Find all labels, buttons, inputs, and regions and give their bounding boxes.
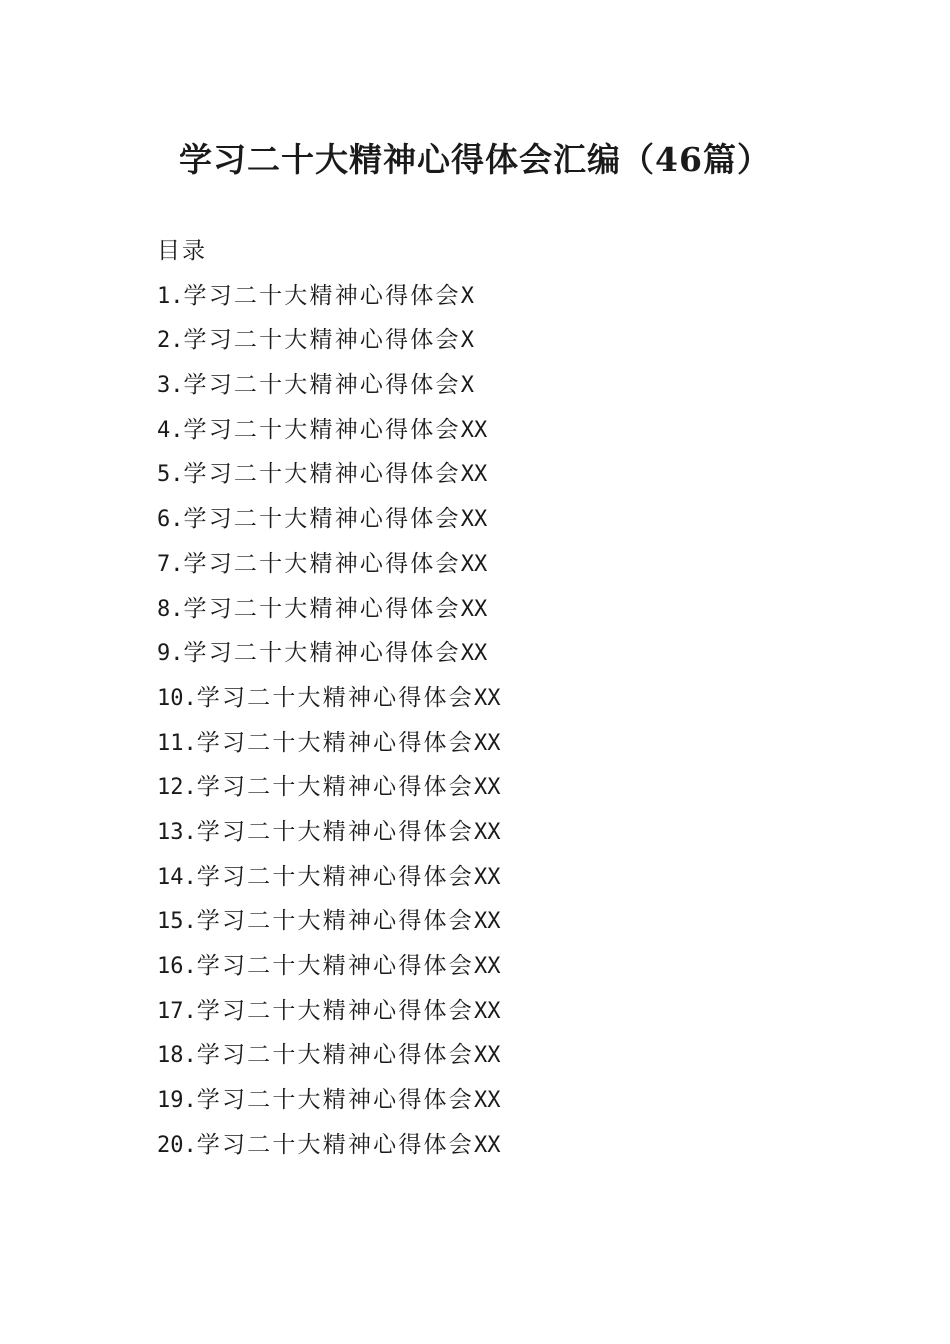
toc-item-text: 学习二十大精神心得体会	[183, 372, 461, 399]
toc-item-text: 学习二十大精神心得体会	[183, 416, 461, 443]
toc-item-number: 19.	[157, 1088, 197, 1114]
toc-item-text: 学习二十大精神心得体会	[196, 1131, 474, 1158]
toc-item-suffix: XX	[473, 685, 501, 711]
toc-item-suffix: X	[460, 328, 474, 354]
toc-item-number: 7.	[157, 551, 184, 577]
toc-item	[157, 274, 500, 319]
toc-item-number: 10.	[157, 685, 197, 711]
toc-item-text: 学习二十大精神心得体会	[183, 461, 461, 488]
toc-item-suffix: X	[460, 283, 474, 309]
toc-item	[157, 721, 500, 766]
toc-heading: 目录	[157, 238, 207, 264]
toc-item-text: 学习二十大精神心得体会	[196, 729, 474, 756]
toc-item-suffix: XX	[473, 864, 501, 890]
toc-item-suffix: XX	[473, 998, 501, 1024]
toc-item-number: 5.	[157, 462, 184, 488]
toc-item-text: 学习二十大精神心得体会	[183, 327, 461, 354]
toc-item-suffix: XX	[473, 819, 501, 845]
toc-item-number: 9.	[157, 641, 184, 667]
toc-item-text: 学习二十大精神心得体会	[196, 908, 474, 935]
toc-item-number: 4.	[157, 417, 184, 443]
toc-item	[157, 542, 500, 587]
toc-item-number: 12.	[157, 775, 197, 801]
toc-item-suffix: XX	[460, 596, 488, 622]
toc-item	[157, 587, 500, 632]
toc-item-number: 11.	[157, 730, 197, 756]
toc-item	[157, 363, 500, 408]
toc-item-number: 3.	[157, 373, 184, 399]
toc-item	[157, 989, 500, 1034]
toc-item-suffix: XX	[460, 507, 488, 533]
toc-item-suffix: XX	[460, 462, 488, 488]
toc-item-suffix: XX	[460, 417, 488, 443]
toc-item-suffix: X	[460, 373, 474, 399]
table-of-contents	[157, 229, 500, 1167]
toc-item-suffix: XX	[473, 775, 501, 801]
toc-item-suffix: XX	[473, 1132, 501, 1158]
toc-item	[157, 855, 500, 900]
toc-item	[157, 810, 500, 855]
toc-item	[157, 899, 500, 944]
toc-item-text: 学习二十大精神心得体会	[183, 550, 461, 577]
toc-list	[157, 274, 500, 1168]
toc-item-number: 13.	[157, 819, 197, 845]
toc-item-text: 学习二十大精神心得体会	[196, 997, 474, 1024]
toc-item-number: 16.	[157, 954, 197, 979]
toc-item-text: 学习二十大精神心得体会	[183, 506, 461, 533]
toc-item-text: 学习二十大精神心得体会	[196, 818, 474, 845]
toc-item-text: 学习二十大精神心得体会	[183, 282, 461, 309]
toc-item-number: 6.	[157, 507, 184, 533]
toc-item-suffix: XX	[473, 954, 501, 979]
toc-item	[157, 1078, 500, 1123]
toc-item-suffix: XX	[473, 1043, 501, 1069]
toc-item-text: 学习二十大精神心得体会	[196, 774, 474, 801]
toc-item-number: 1.	[157, 283, 184, 309]
toc-item	[157, 408, 500, 453]
toc-item-number: 2.	[157, 328, 184, 354]
toc-item-number: 18.	[157, 1043, 197, 1069]
toc-item	[157, 452, 500, 497]
toc-item	[157, 631, 500, 676]
toc-item-number: 17.	[157, 998, 197, 1024]
toc-item-number: 15.	[157, 909, 197, 935]
toc-item	[157, 765, 500, 810]
toc-item-text: 学习二十大精神心得体会	[196, 1042, 474, 1069]
toc-item	[157, 497, 500, 542]
toc-item-suffix: XX	[460, 551, 488, 577]
toc-item	[157, 318, 500, 363]
toc-item-number: 14.	[157, 864, 197, 890]
toc-item-text: 学习二十大精神心得体会	[196, 953, 474, 979]
toc-item-suffix: XX	[460, 641, 488, 667]
toc-item-text: 学习二十大精神心得体会	[196, 684, 474, 711]
toc-item-number: 8.	[157, 596, 184, 622]
toc-item	[157, 1123, 500, 1168]
toc-item	[157, 676, 500, 721]
toc-item	[157, 1033, 500, 1078]
toc-item-text: 学习二十大精神心得体会	[183, 595, 461, 622]
toc-item-text: 学习二十大精神心得体会	[196, 1087, 474, 1114]
toc-item-text: 学习二十大精神心得体会	[183, 640, 461, 667]
toc-item	[157, 944, 500, 989]
document-title: 学习二十大精神心得体会汇编（46篇）	[179, 140, 771, 179]
toc-item-suffix: XX	[473, 909, 501, 935]
toc-item-suffix: XX	[473, 1088, 501, 1114]
toc-item-suffix: XX	[473, 730, 501, 756]
toc-item-text: 学习二十大精神心得体会	[196, 863, 474, 890]
toc-item-number: 20.	[157, 1132, 197, 1158]
